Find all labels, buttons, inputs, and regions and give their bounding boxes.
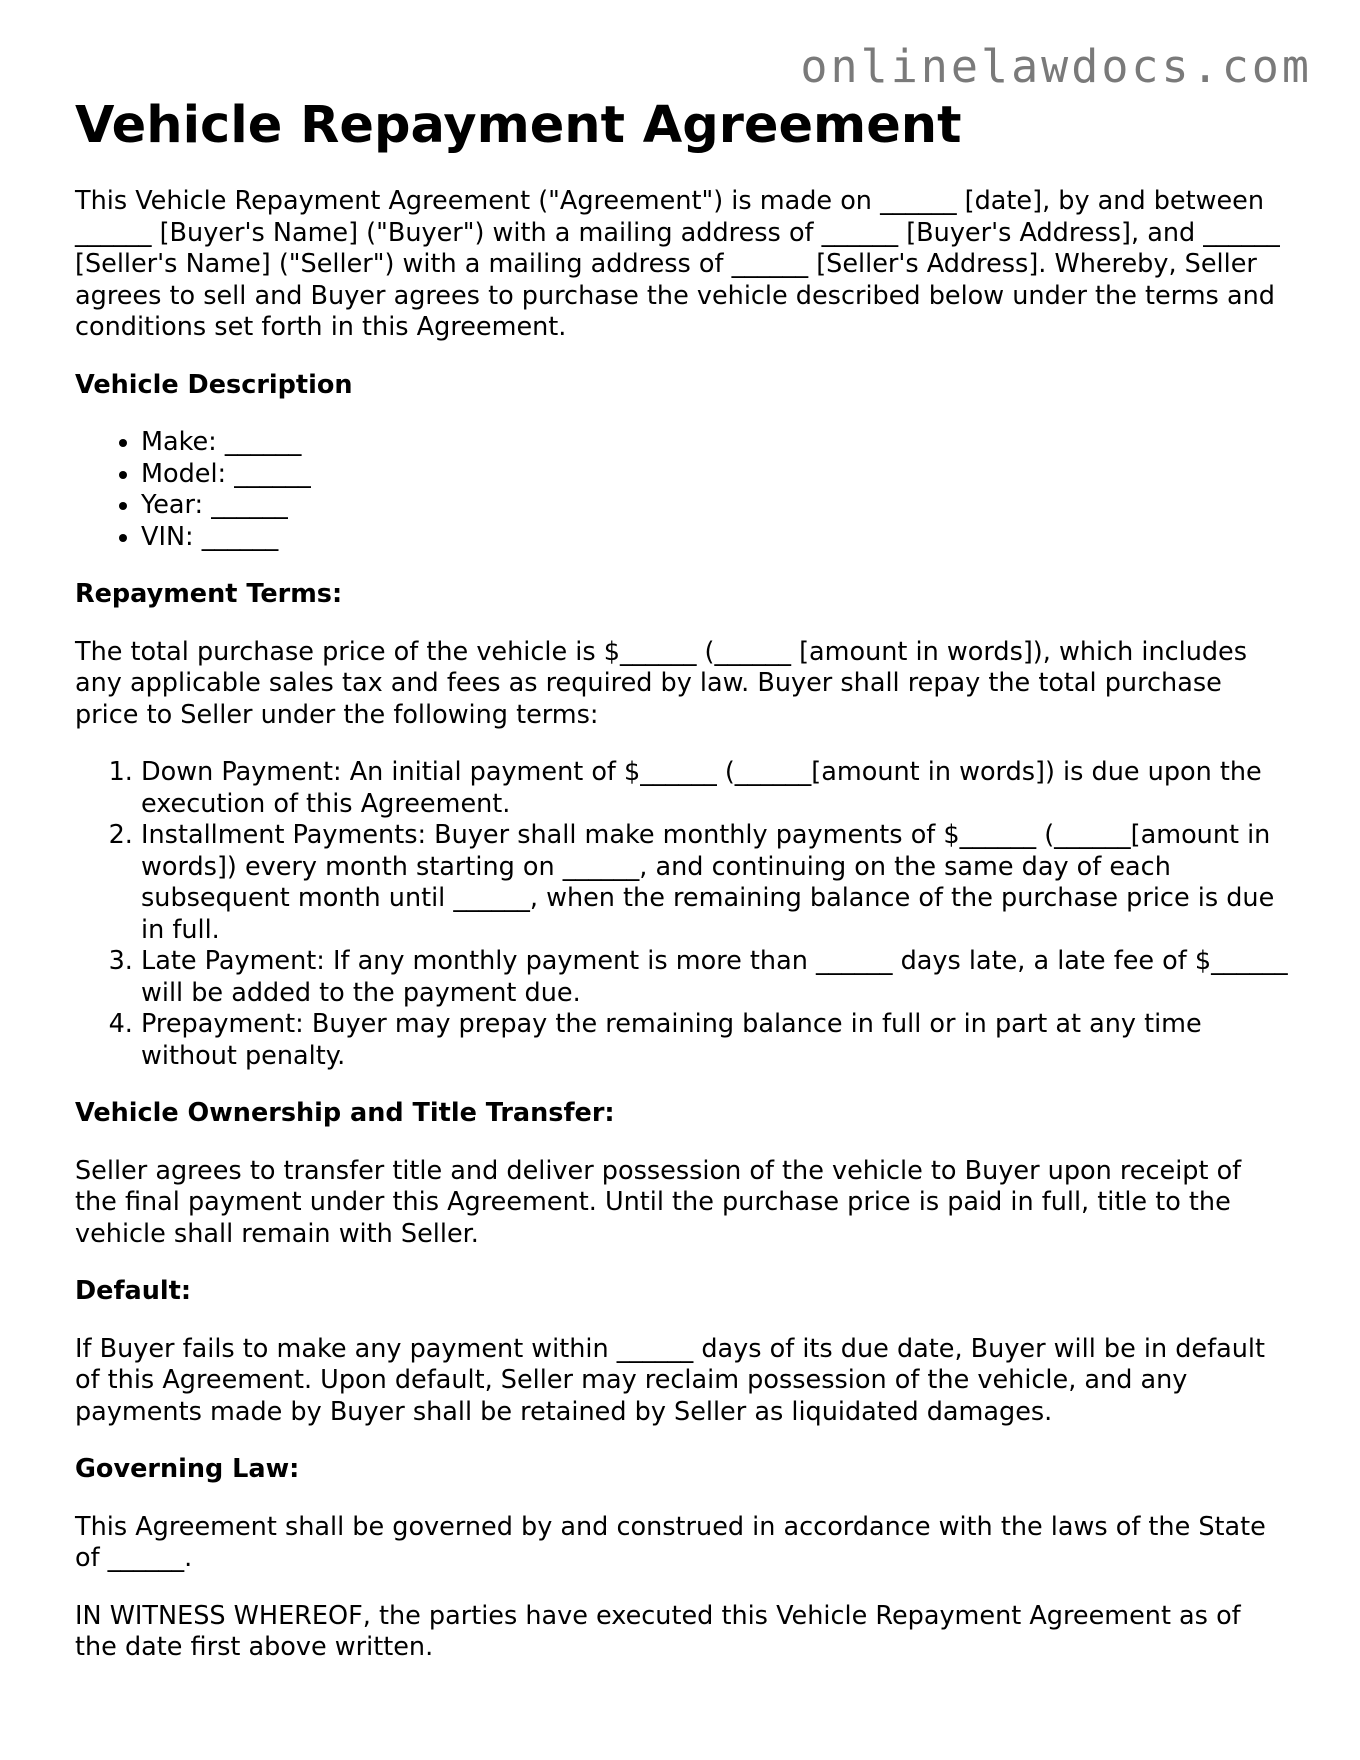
document-title: Vehicle Repayment Agreement (75, 96, 962, 155)
list-item-down-payment: 1. Down Payment: An initial payment of $______ (______[amount in words]) is due upon the execution of this Agreement. (141, 757, 1290, 820)
list-item-year: • Year: ______ (141, 490, 1290, 522)
governing-law-heading: Governing Law: (75, 1454, 300, 1485)
intro-paragraph: This Vehicle Repayment Agreement ("Agreement") is made on ______ [date], by and between ______ [Buyer's Name] ("Buyer") with a mailing address of ______ [Buyer's Address], and ______ [Seller's Name] ("Seller") with a mailing address of ______ [Seller's Address]. Whereby, Seller agrees to sell and Buyer agrees to purchase the vehicle described below under the terms and conditions set forth in this Agreement. (75, 186, 1280, 343)
vehicle-description-heading: Vehicle Description (75, 369, 353, 400)
list-item-prepayment: 4. Prepayment: Buyer may prepay the remaining balance in full or in part at any time without penalty. (141, 1009, 1290, 1072)
ownership-paragraph: Seller agrees to transfer title and deliver possession of the vehicle to Buyer upon receipt of the final payment under this Agreement. Until the purchase price is paid in full, title to the vehicle shall remain with Seller. (75, 1155, 1242, 1249)
default-heading: Default: (75, 1276, 192, 1307)
governing-law-paragraph: This Agreement shall be governed by and construed in accordance with the laws of the State of ______. (75, 1511, 1266, 1574)
vehicle-description-list (75, 427, 1290, 553)
list-item-model: • Model: ______ (141, 459, 1290, 491)
ownership-heading: Vehicle Ownership and Title Transfer: (75, 1098, 615, 1129)
repayment-terms-list (75, 757, 1290, 1072)
list-item-installment-payments: 2. Installment Payments: Buyer shall make monthly payments of $______ (______[amount in words]) every month starting on ______, and continuing on the same day of each subsequent month until ______, when the remaining balance of the purchase price is due in full. (141, 820, 1290, 946)
document-page (75, 95, 1290, 1690)
list-item-make: • Make: ______ (141, 427, 1290, 459)
list-item-late-payment: 3. Late Payment: If any monthly payment is more than ______ days late, a late fee of $______ will be added to the payment due. (141, 946, 1290, 1009)
watermark-text: onlinelawdocs.com (800, 40, 1312, 93)
default-paragraph: If Buyer fails to make any payment within ______ days of its due date, Buyer will be in default of this Agreement. Upon default, Seller may reclaim possession of the vehicle, and any payments made by Buyer shall be retained by Seller as liquidated damages. (75, 1333, 1265, 1427)
repayment-terms-paragraph: The total purchase price of the vehicle is $______ (______ [amount in words]), which includes any applicable sales tax and fees as required by law. Buyer shall repay the total purchase price to Seller under the following terms: (75, 636, 1248, 730)
list-item-vin: • VIN: ______ (141, 522, 1290, 554)
witness-paragraph: IN WITNESS WHEREOF, the parties have executed this Vehicle Repayment Agreement as of the date first above written. (75, 1600, 1241, 1663)
repayment-terms-heading: Repayment Terms: (75, 579, 343, 610)
